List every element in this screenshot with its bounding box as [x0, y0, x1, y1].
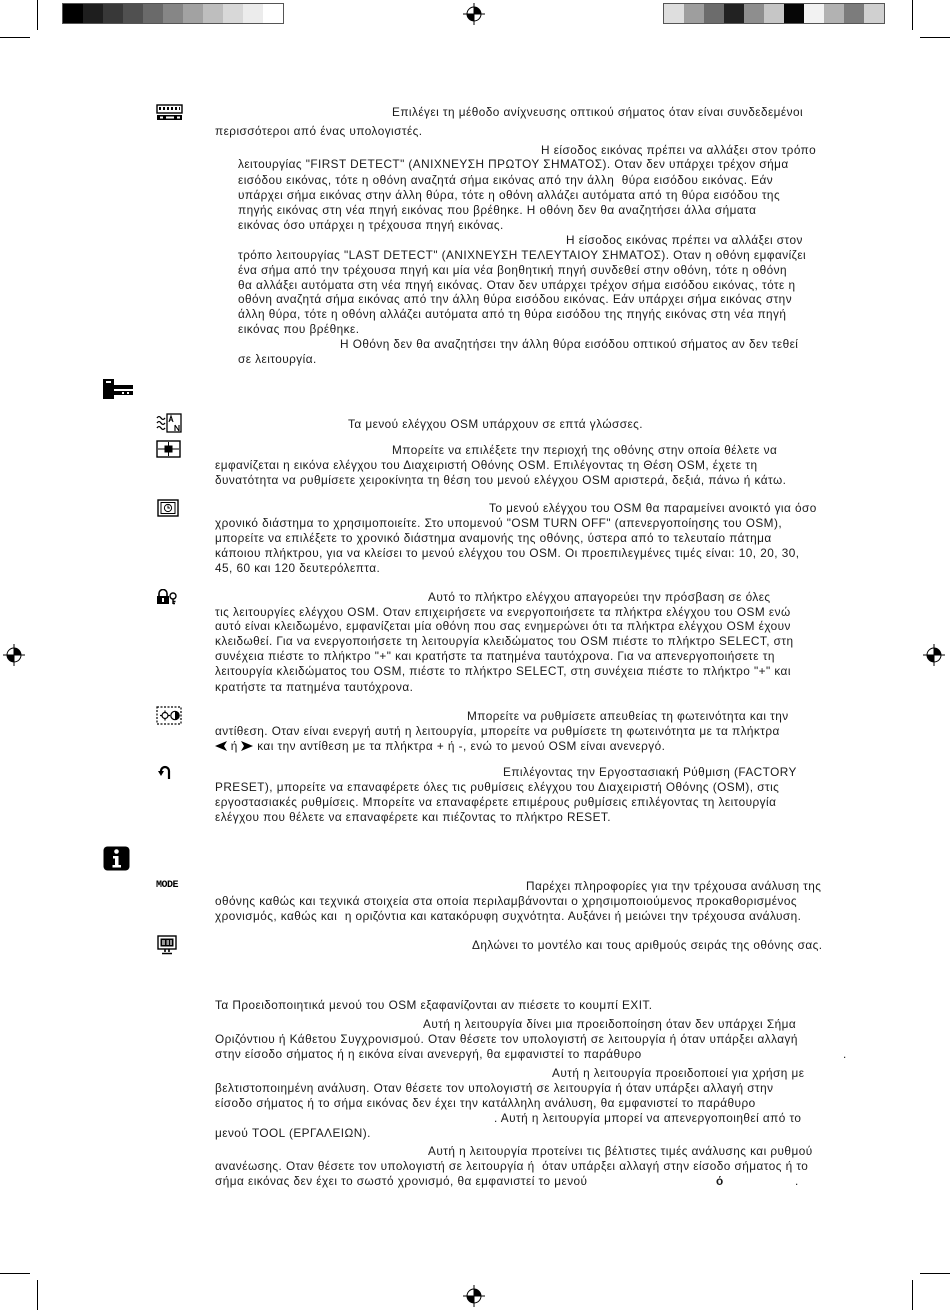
body-text-line: λειτουργία κλειδώματος του OSM, πιέστε το πλήκτρο SELECT, στη συνέχεια πιέστε το πλήκτρο "+" και: [215, 664, 791, 678]
body-text-line: τρόπο λειτουργίας "LAST DETECT" (ΑΝΙΧΝΕΥΣΗ ΤΕΛΕΥΤΑΙΟΥ ΣΗΜΑΤΟΣ). Οταν η οθόνη εμφανίζει: [238, 248, 807, 262]
body-text-line: Η είσοδος εικόνας πρέπει να αλλάξει στον: [566, 233, 803, 247]
video-detect-icon: [156, 104, 183, 121]
calibration-swatch: [83, 4, 103, 23]
body-text-line: ανανέωσης. Οταν θέσετε τον υπολογιστή σε λειτουργία ή όταν υπάρξει αλλαγή στην είσοδο σήματος ή το: [215, 1159, 809, 1173]
text-fragment: .: [843, 1047, 847, 1061]
calibration-swatch: [243, 4, 263, 23]
body-text-line: Μπορείτε να επιλέξετε την περιοχή της οθόνης στην οποία θέλετε να: [392, 443, 778, 457]
display-mode-icon: MODE: [156, 880, 179, 891]
body-text-line: σήμα εικόνας δεν έχει το σωστό χρονισμό, θα εμφανιστεί το μενού: [215, 1174, 588, 1188]
body-text-line: οθόνης καθώς και τεχνικά στοιχεία στα οποία περιλαμβάνονται ο χρησιμοποιούμενος προκαθορισμένος: [215, 894, 797, 908]
registration-mark-icon: [922, 643, 946, 667]
body-text-line: εικόνας που βρέθηκε.: [238, 322, 360, 336]
body-text-line: μπορείτε να επιλέξετε το χρονικό διάστημα αναμονής της οθόνης, ύστερα από το τελευταίο πάτημα: [215, 531, 772, 545]
tool-wrench-icon: [102, 377, 135, 401]
calibration-swatch: [684, 4, 704, 23]
body-text-line: Επιλέγοντας την Εργοστασιακή Ρύθμιση (FACTORY: [503, 765, 797, 779]
calibration-swatch: [63, 4, 83, 23]
body-text-line: βελτιστοποιημένη ανάλυση. Οταν θέσετε τον υπολογιστή σε λειτουργία ή όταν υπάρξει αλλαγή στην: [215, 1081, 774, 1095]
calibration-swatch: [724, 4, 744, 23]
body-text-line: ελέγχου που θέλετε να επαναφέρετε και πιέζοντας το πλήκτρο RESET.: [215, 810, 611, 824]
calibration-swatch: [844, 4, 864, 23]
body-text-line: αυτό είναι κλειδωμένο, εμφανίζεται μία οθόνη που σας ενημερώνει ότι τα πλήκτρα ελέγχου OSM έχουν: [215, 619, 791, 633]
calibration-swatch: [203, 4, 223, 23]
calibration-swatch: [784, 4, 804, 23]
registration-mark-icon: [462, 1284, 486, 1308]
body-text-line: κλειδωθεί. Για να ενεργοποιήσετε τη λειτουργία κλειδώματος του OSM πιέστε το πλήκτρο SELECT, στη: [215, 634, 794, 648]
text-fragment: .: [795, 1174, 799, 1188]
body-text-line: Μπορείτε να ρυθμίσετε απευθείας τη φωτεινότητα και την: [467, 709, 789, 723]
body-text-line: 45, 60 και 120 δευτερόλεπτα.: [215, 561, 381, 575]
calibration-swatch: [764, 4, 784, 23]
body-text-line: Επιλέγει τη μέθοδο ανίχνευσης οπτικού σήματος όταν είναι συνδεδεμένοι: [392, 105, 804, 119]
body-text-line: εργοστασιακές ρυθμίσεις. Μπορείτε να επαναφέρετε επιμέρους ρυθμίσεις επιλέγοντας τη λειτουργία: [215, 795, 777, 809]
body-text-line: άλλη θύρα, τότε η οθόνη αλλάζει αυτόματα από τη θύρα εισόδου της πηγής εικόνας στη νέα πηγή: [238, 307, 787, 321]
body-text-line: συνέχεια πιέστε το πλήκτρο "+" και κρατήστε τα πατημένα ταυτόχρονα. Για να απενεργοποιήσετε τη: [215, 649, 775, 663]
osm-position-icon: [156, 440, 181, 458]
body-text-line: Αυτό το πλήκτρο ελέγχου απαγορεύει την πρόσβαση σε όλες: [428, 590, 771, 604]
body-text-line: εισόδου εικόνας, τότε η οθόνη αναζητά σήμα εικόνας από την άλλη θύρα εισόδου εικόνας. Εάν: [238, 173, 774, 187]
language-icon: [156, 413, 182, 433]
calibration-swatch: [664, 4, 684, 23]
body-text-line: είσοδο σήματος ή το σήμα εικόνας δεν έχει την κατάλληλη ανάλυση, θα εμφανιστεί το παράθυρο: [215, 1096, 756, 1110]
registration-mark-icon: [462, 2, 486, 26]
body-text-line: Η είσοδος εικόνας πρέπει να αλλάξει στον τρόπο: [541, 143, 817, 157]
body-text-line: εικόνας όσο υπάρχει η τρέχουσα πηγή εικόνας.: [238, 218, 504, 232]
body-text-line: μενού TOOL (ΕΡΓΑΛΕΙΩΝ).: [215, 1126, 371, 1140]
crop-mark: [37, 0, 38, 30]
arrow-or-text: ή: [230, 739, 238, 753]
body-text-line: Τα Προειδοποιητικά μενού του OSM εξαφανίζονται αν πιέσετε το κουμπί EXIT.: [215, 998, 653, 1012]
body-text-line: Τα μενού ελέγχου OSM υπάρχουν σε επτά γλώσσες.: [348, 417, 644, 431]
calibration-bar-left: [62, 3, 284, 24]
calibration-swatch: [824, 4, 844, 23]
calibration-swatch: [704, 4, 724, 23]
crop-mark: [920, 1273, 950, 1274]
crop-mark: [912, 0, 913, 30]
calibration-swatch: [163, 4, 183, 23]
body-text-line: PRESET), μπορείτε να επαναφέρετε όλες τις ρυθμίσεις ελέγχου του Διαχειριστή Οθόνης (OSM), στις: [215, 780, 780, 794]
hot-key-brightness-contrast-icon: [156, 706, 182, 725]
left-arrow-icon: [215, 741, 227, 751]
body-text-line: χρονισμός, καθώς και η οριζόντια και κατακόρυφη συχνότητα. Αυξάνει ή μειώνει την τρέχουσα ανάλυση.: [215, 909, 802, 923]
crop-mark: [0, 1273, 30, 1274]
body-text-line: ένα σήμα από την τρέχουσα πηγή και μία νέα βοηθητική πηγή συνδεθεί στην οθόνη, τότε η οθόνη: [238, 263, 787, 277]
body-text-line: Αυτή η λειτουργία δίνει μια προειδοποίηση όταν δεν υπάρχει Σήμα: [423, 1017, 797, 1031]
body-text-line: αντίθεση. Οταν είναι ενεργή αυτή η λειτουργία, μπορείτε να ρυθμίσετε τη φωτεινότητα με τα πλήκτρα: [215, 724, 780, 738]
body-text-line: λειτουργίας "FIRST DETECT" (ΑΝΙΧΝΕΥΣΗ ΠΡΩΤΟΥ ΣΗΜΑΤΟΣ). Οταν δεν υπάρχει τρέχον σήμα: [238, 157, 789, 171]
body-text-line: Οριζόντιου ή Κάθετου Συγχρονισμού. Οταν θέσετε τον υπολογιστή σε λειτουργία ή όταν υπάρξει αλλαγή: [215, 1032, 798, 1046]
body-text-line: Η Οθόνη δεν θα αναζητήσει την άλλη θύρα εισόδου οπτικού σήματος αν δεν τεθεί: [340, 337, 799, 351]
osm-turn-off-clock-icon: [157, 499, 179, 517]
crop-mark: [912, 1280, 913, 1310]
body-text-line: δυνατότητα να ρυθμίσετε χειροκίνητα τη θέση του μενού ελέγχου OSM αριστερά, δεξιά, πάνω ή κάτω.: [215, 473, 787, 487]
body-text-line: υπάρχει σήμα εικόνας στην άλλη θύρα, τότε η οθόνη αλλάζει αυτόματα από τη θύρα εισόδου της: [238, 188, 781, 202]
calibration-swatch: [263, 4, 283, 23]
monitor-info-icon: [157, 935, 177, 955]
body-text-line: Δηλώνει το μοντέλο και τους αριθμούς σειράς της οθόνης σας.: [472, 938, 823, 952]
crop-mark: [920, 37, 950, 38]
registration-mark-icon: [2, 643, 26, 667]
calibration-swatch: [103, 4, 123, 23]
right-arrow-icon: [241, 741, 253, 751]
lock-key-icon: [156, 589, 180, 605]
arrow-line-text: και την αντίθεση με τα πλήκτρα + ή -, ενώ το μενού OSM είναι ανενεργό.: [257, 739, 666, 753]
body-text-line: Παρέχει πληροφορίες για την τρέχουσα ανάλυση της: [526, 879, 822, 893]
body-text-line: περισσότεροι από ένας υπολογιστές.: [215, 124, 423, 138]
body-text-line: κρατήστε τα πατημένα ταυτόχρονα.: [215, 680, 414, 694]
calibration-swatch: [864, 4, 884, 23]
calibration-swatch: [143, 4, 163, 23]
body-text-line: τις λειτουργίες ελέγχου OSM. Οταν επιχειρήσετε να ενεργοποιήσετε τα πλήκτρα ελέγχου του OSM ενώ: [215, 605, 791, 619]
body-text-line: Αυτή η λειτουργία προειδοποιεί για χρήση με: [552, 1066, 805, 1080]
calibration-bar-right: [663, 3, 885, 24]
reset-arrow-icon: [158, 764, 174, 780]
body-text-line: Αυτή η λειτουργία προτείνει τις βέλτιστες τιμές ανάλυσης και ρυθμού: [428, 1144, 813, 1158]
calibration-swatch: [123, 4, 143, 23]
calibration-swatch: [183, 4, 203, 23]
crop-mark: [37, 1280, 38, 1310]
information-icon: [103, 846, 130, 871]
body-text-line: οθόνη αναζητά σήμα εικόνας από την άλλη θύρα εισόδου εικόνας. Εάν υπάρχει σήμα εικόνας στην: [238, 292, 793, 306]
body-text-line: θα αλλάξει αυτόματα στη νέα πηγή εικόνας. Οταν δεν υπάρχει τρέχον σήμα εισόδου εικόνας, τότε η: [238, 278, 796, 292]
calibration-swatch: [744, 4, 764, 23]
body-text-line: . Αυτή η λειτουργία μπορεί να απενεργοποιηθεί από το: [494, 1111, 802, 1125]
body-text-line: στην είσοδο σήματος ή η εικόνα είναι ανενεργή, θα εμφανιστεί το παράθυρο: [215, 1047, 642, 1061]
body-text-line: Το μενού ελέγχου του OSM θα παραμείνει ανοικτό για όσο: [489, 501, 817, 515]
body-text-line-with-arrows: [215, 739, 665, 753]
body-text-line: κάποιου πλήκτρου, για να κλείσει το μενού ελέγχου του OSM. Οι προεπιλεγμένες τιμές είναι: 10, 20, 30,: [215, 546, 800, 560]
body-text-line: πηγής εικόνας στη νέα πηγή εικόνας που βρέθηκε. Η οθόνη δεν θα αναζητήσει άλλα σήματα: [238, 203, 757, 217]
body-text-line: χρονικό διάστημα το χρησιμοποιείτε. Στο υπομενού "OSM TURN OFF" (απενεργοποίησης του OSM),: [215, 516, 783, 530]
calibration-swatch: [804, 4, 824, 23]
calibration-swatch: [223, 4, 243, 23]
body-text-line: σε λειτουργία.: [238, 352, 317, 366]
body-text-line: εμφανίζεται η εικόνα ελέγχου του Διαχειριστή Οθόνης OSM. Επιλέγοντας τη Θέση OSM, έχετε τη: [215, 458, 758, 472]
text-fragment: ό: [716, 1174, 724, 1188]
crop-mark: [0, 37, 30, 38]
